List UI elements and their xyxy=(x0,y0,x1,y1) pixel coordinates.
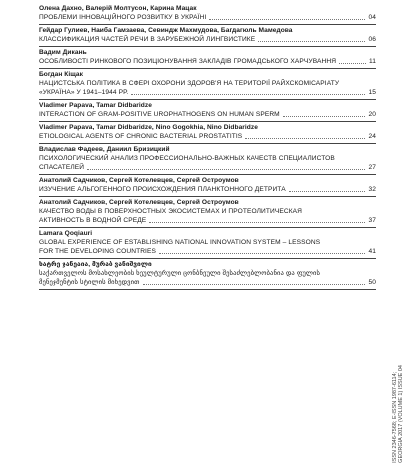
entry-title-text: ОСОБЛИВОСТІ РИНКОВОГО ПОЗИЦІОНУВАННЯ ЗАКЛАДІВ ГРОМАДСЬКОГО ХАРЧУВАННЯ xyxy=(39,58,337,65)
toc-entry xyxy=(39,101,376,122)
page-number: 06 xyxy=(368,36,376,43)
entry-title-text: КАЧЕСТВО ВОДЫ В ПОВЕРХНОСТНЫХ ЭКОСИСТЕМАХ И ПРОТЕОЛИТИЧЕСКАЯ xyxy=(39,208,302,215)
dot-leader xyxy=(339,62,366,64)
entry-authors: Владислав Фадеев, Даниил Бризицкий xyxy=(39,146,170,153)
entry-divider xyxy=(39,68,376,69)
toc-entry xyxy=(39,260,376,290)
entry-authors: Vladimer Papava, Tamar Didbaridze, Nino Gogokhia, Nino Didbaridze xyxy=(39,124,258,131)
toc-entry xyxy=(39,145,376,175)
entry-title-line xyxy=(39,79,376,88)
page-number: 32 xyxy=(368,186,376,193)
dot-leader xyxy=(149,221,365,223)
entry-title-text: საქართველოს მოსახლეობის ხეულ​ტურული ცონბნეული შესაძლებლობანია და ფულის xyxy=(39,270,321,277)
entry-divider xyxy=(39,258,376,259)
table-of-contents xyxy=(39,4,376,291)
side-issn-label xyxy=(392,365,404,463)
entry-title-text: ПСИХОЛОГИЧЕСКИЙ АНАЛИЗ ПРОФЕССИОНАЛЬНО-ВАЖНЫХ КАЧЕСТВ СПЕЦИАЛИСТОВ xyxy=(39,155,335,162)
entry-authors: ხატრე ჯანეაია, მურაბ ვანიშვილი xyxy=(39,261,152,268)
page-number: 41 xyxy=(368,248,376,255)
entry-title-text: КЛАССИФИКАЦИЯ ЧАСТЕЙ РЕЧИ В ЗАРУБЕЖНОЙ ЛИНГВИСТИКЕ xyxy=(39,36,256,43)
entry-title-line xyxy=(39,132,376,141)
entry-title-line xyxy=(39,238,376,247)
dot-leader xyxy=(159,252,365,254)
entry-authors: Анатолий Садчиков, Сергей Котелевцев, Сергей Остроумов xyxy=(39,177,239,184)
entry-title-text: GLOBAL EXPERIENCE OF ESTABLISHING NATIONAL INNOVATION SYSTEM – LESSONS xyxy=(39,239,321,246)
entry-divider xyxy=(39,227,376,228)
entry-divider xyxy=(39,99,376,100)
entry-title-text: მენეჯმენტის სტილის მიხედვით xyxy=(39,279,140,286)
entry-title-text: ИЗУЧЕНИЕ АЛЬГОГЕННОГО ПРОИСХОЖДЕНИЯ ПЛАНКТОННОГО ДЕТРИТА xyxy=(39,186,286,193)
page-number: 04 xyxy=(368,14,376,21)
entry-authors: Vladimer Papava, Tamar Didbaridze xyxy=(39,102,152,109)
entry-title-line xyxy=(39,57,376,66)
issue-line: GEORGIA 2017 (VOLUME 1) ISSUE 04 xyxy=(398,365,404,463)
dot-leader xyxy=(131,93,365,95)
page-number: 37 xyxy=(368,217,376,224)
page-number: 27 xyxy=(368,164,376,171)
page-number: 20 xyxy=(368,111,376,118)
entry-authors: Вадим Дикань xyxy=(39,49,87,56)
page-number: 15 xyxy=(368,89,376,96)
entry-title-text: FOR THE DEVELOPING COUNTRIES xyxy=(39,248,156,255)
entry-title-text: СПАСАТЕЛЕЙ xyxy=(39,164,85,171)
entry-title-text: ETIOLOGICAL AGENTS OF CHRONIC BACTERIAL PROSTATITIS xyxy=(39,133,243,140)
entry-title-text: INTERACTION OF GRAM-POSITIVE UROPHATHOGENS ON HUMAN SPERM xyxy=(39,111,280,118)
dot-leader xyxy=(143,283,366,285)
entry-title-line xyxy=(39,154,376,163)
entry-title-text: ПРОБЛЕМИ ІННОВАЦІЙНОГО РОЗВИТКУ В УКРАЇНІ xyxy=(39,14,207,21)
entry-title-line xyxy=(39,207,376,216)
dot-leader xyxy=(258,40,365,42)
toc-entry xyxy=(39,48,376,69)
dot-leader xyxy=(209,18,365,20)
toc-entry xyxy=(39,4,376,25)
entry-divider xyxy=(39,174,376,175)
dot-leader xyxy=(87,168,365,170)
entry-divider xyxy=(39,143,376,144)
entry-title-line xyxy=(39,269,376,278)
entry-title-line xyxy=(39,110,376,119)
toc-entry xyxy=(39,229,376,259)
entry-title-line xyxy=(39,13,376,22)
toc-entry xyxy=(39,123,376,144)
entry-title-text: «УКРАЇНА» У 1941–1944 РР. xyxy=(39,89,129,96)
entry-title-line xyxy=(39,216,376,225)
entry-title-line xyxy=(39,35,376,44)
entry-title-text: НАЦИСТСЬКА ПОЛІТИКА В СФЕРІ ОХОРОНИ ЗДОРОВ'Я НА ТЕРИТОРІЇ РАЙХСКОМІСАРІАТУ xyxy=(39,80,340,87)
entry-title-line xyxy=(39,163,376,172)
entry-divider xyxy=(39,46,376,47)
entry-divider xyxy=(39,196,376,197)
toc-entry xyxy=(39,176,376,197)
entry-authors: Богдан Кіщак xyxy=(39,71,83,78)
dot-leader xyxy=(283,115,366,117)
page-number: 11 xyxy=(368,58,376,65)
toc-entry xyxy=(39,26,376,47)
entry-authors: Гейдар Гулиев, Наиба Гамзаева, Севиндж Махмудова, Багдагюль Мамедова xyxy=(39,27,293,34)
entry-divider xyxy=(39,121,376,122)
issn-line: ISSN 2346-7568; E-ISSN 1987-6114; xyxy=(392,371,398,463)
entry-authors: Анатолий Садчиков, Сергей Котелевцев, Сергей Остроумов xyxy=(39,199,239,206)
entry-divider xyxy=(39,24,376,25)
entry-title-line xyxy=(39,88,376,97)
entry-title-line xyxy=(39,185,376,194)
entry-title-line xyxy=(39,278,376,287)
entry-divider xyxy=(39,289,376,290)
page-number: 24 xyxy=(368,133,376,140)
page-number: 50 xyxy=(368,279,376,286)
toc-entry xyxy=(39,70,376,100)
toc-entry xyxy=(39,198,376,228)
entry-title-text: АКТИВНОСТЬ В ВОДНОЙ СРЕДЕ xyxy=(39,217,147,224)
dot-leader xyxy=(245,137,365,139)
entry-authors: Олена Дахно, Валерій Молтусон, Карина Мацак xyxy=(39,5,197,12)
dot-leader xyxy=(289,190,366,192)
entry-title-line xyxy=(39,247,376,256)
entry-authors: Lamara Qoqiauri xyxy=(39,230,93,237)
